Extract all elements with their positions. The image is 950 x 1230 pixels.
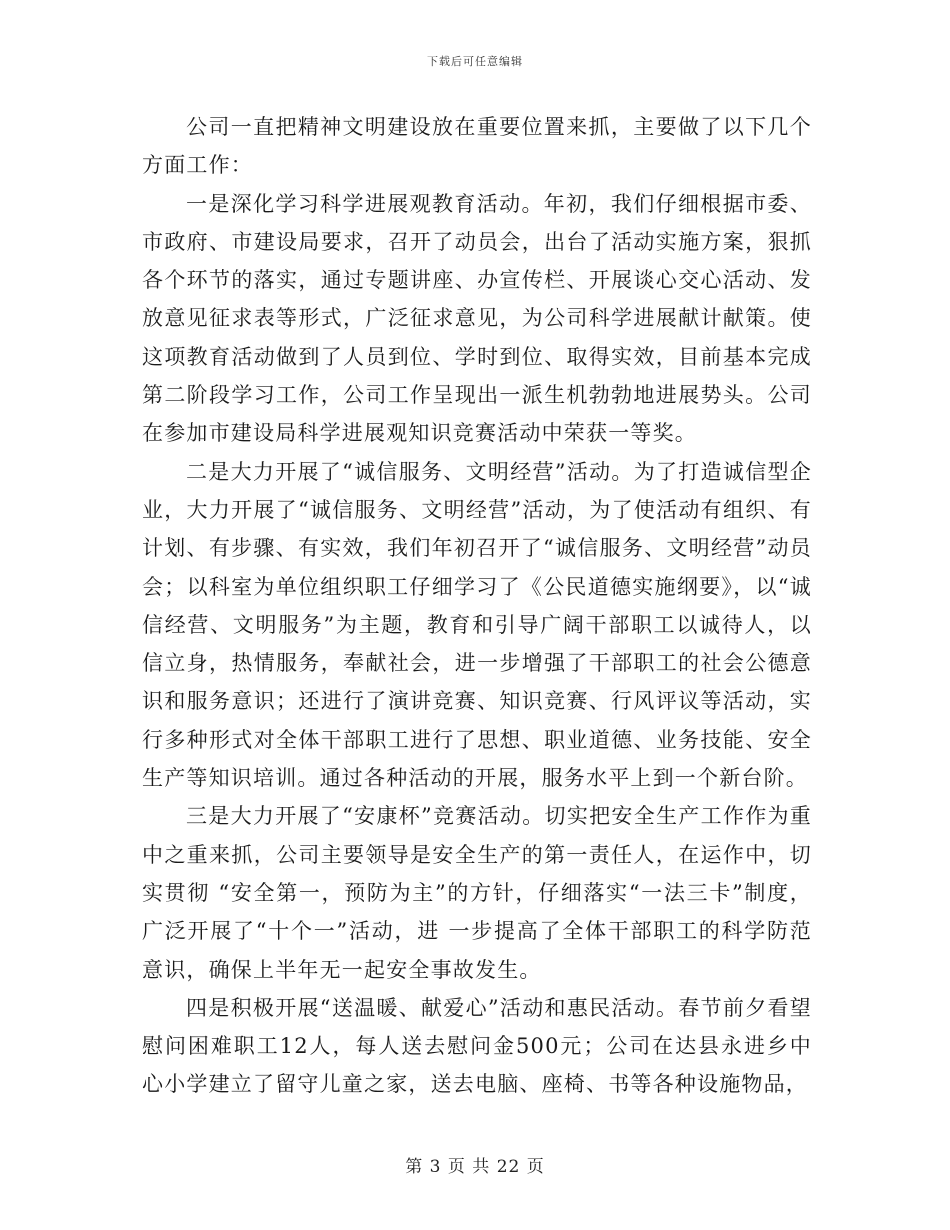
paragraph-item-1: 一是深化学习科学进展观教育活动。年初，我们仔细根据市委、市政府、市建设局要求，召开了动员会，出台了活动实施方案，狠抓各个环节的落实，通过专题讲座、办宣传栏、开展谈心交心活动、发放意见征求表等形式，广泛征求意见，为公司科学进展献计献策。使这项教育活动做到了人员到位、学时到位、取得实效，目前基本完成第二阶段学习工作，公司工作呈现出一派生机勃勃地进展势头。公司在参加市建设局科学进展观知识竞赛活动中荣获一等奖。 [142, 191, 812, 446]
paragraph-item-3: 三是大力开展了“安康杯”竞赛活动。切实把安全生产工作作为重中之重来抓，公司主要领导是安全生产的第一责任人，在运作中，切实贯彻 “安全第一，预防为主”的方针，仔细落实“一法三卡”制度，广泛开展了“十个一”活动，进 一步提高了全体干部职工的科学防范意识，确保上半年无一起安全事故发生。 [142, 804, 812, 982]
paragraph-intro: 公司一直把精神文明建设放在重要位置来抓，主要做了以下几个方面工作： [142, 115, 812, 178]
page-header: 下载后可任意编辑 [427, 55, 523, 68]
document-body [142, 108, 812, 1104]
page-footer: 第 3 页 共 22 页 [405, 1157, 545, 1177]
paragraph-item-4: 四是积极开展“送温暖、献爱心”活动和惠民活动。春节前夕看望慰问困难职工12人，每人送去慰问金500元；公司在达县永进乡中心小学建立了留守儿童之家，送去电脑、座椅、书等各种设施物品， [142, 995, 812, 1097]
paragraph-item-2: 二是大力开展了“诚信服务、文明经营”活动。为了打造诚信型企业，大力开展了“诚信服务、文明经营”活动，为了使活动有组织、有计划、有步骤、有实效，我们年初召开了“诚信服务、文明经营”动员会；以科室为单位组织职工仔细学习了《公民道德实施纲要》，以“诚信经营、文明服务”为主题，教育和引导广阔干部职工以诚待人，以信立身，热情服务，奉献社会，进一步增强了干部职工的社会公德意识和服务意识；还进行了演讲竞赛、知识竞赛、行风评议等活动，实行多种形式对全体干部职工进行了思想、职业道德、业务技能、安全生产等知识培训。通过各种活动的开展，服务水平上到一个新台阶。 [142, 459, 812, 791]
